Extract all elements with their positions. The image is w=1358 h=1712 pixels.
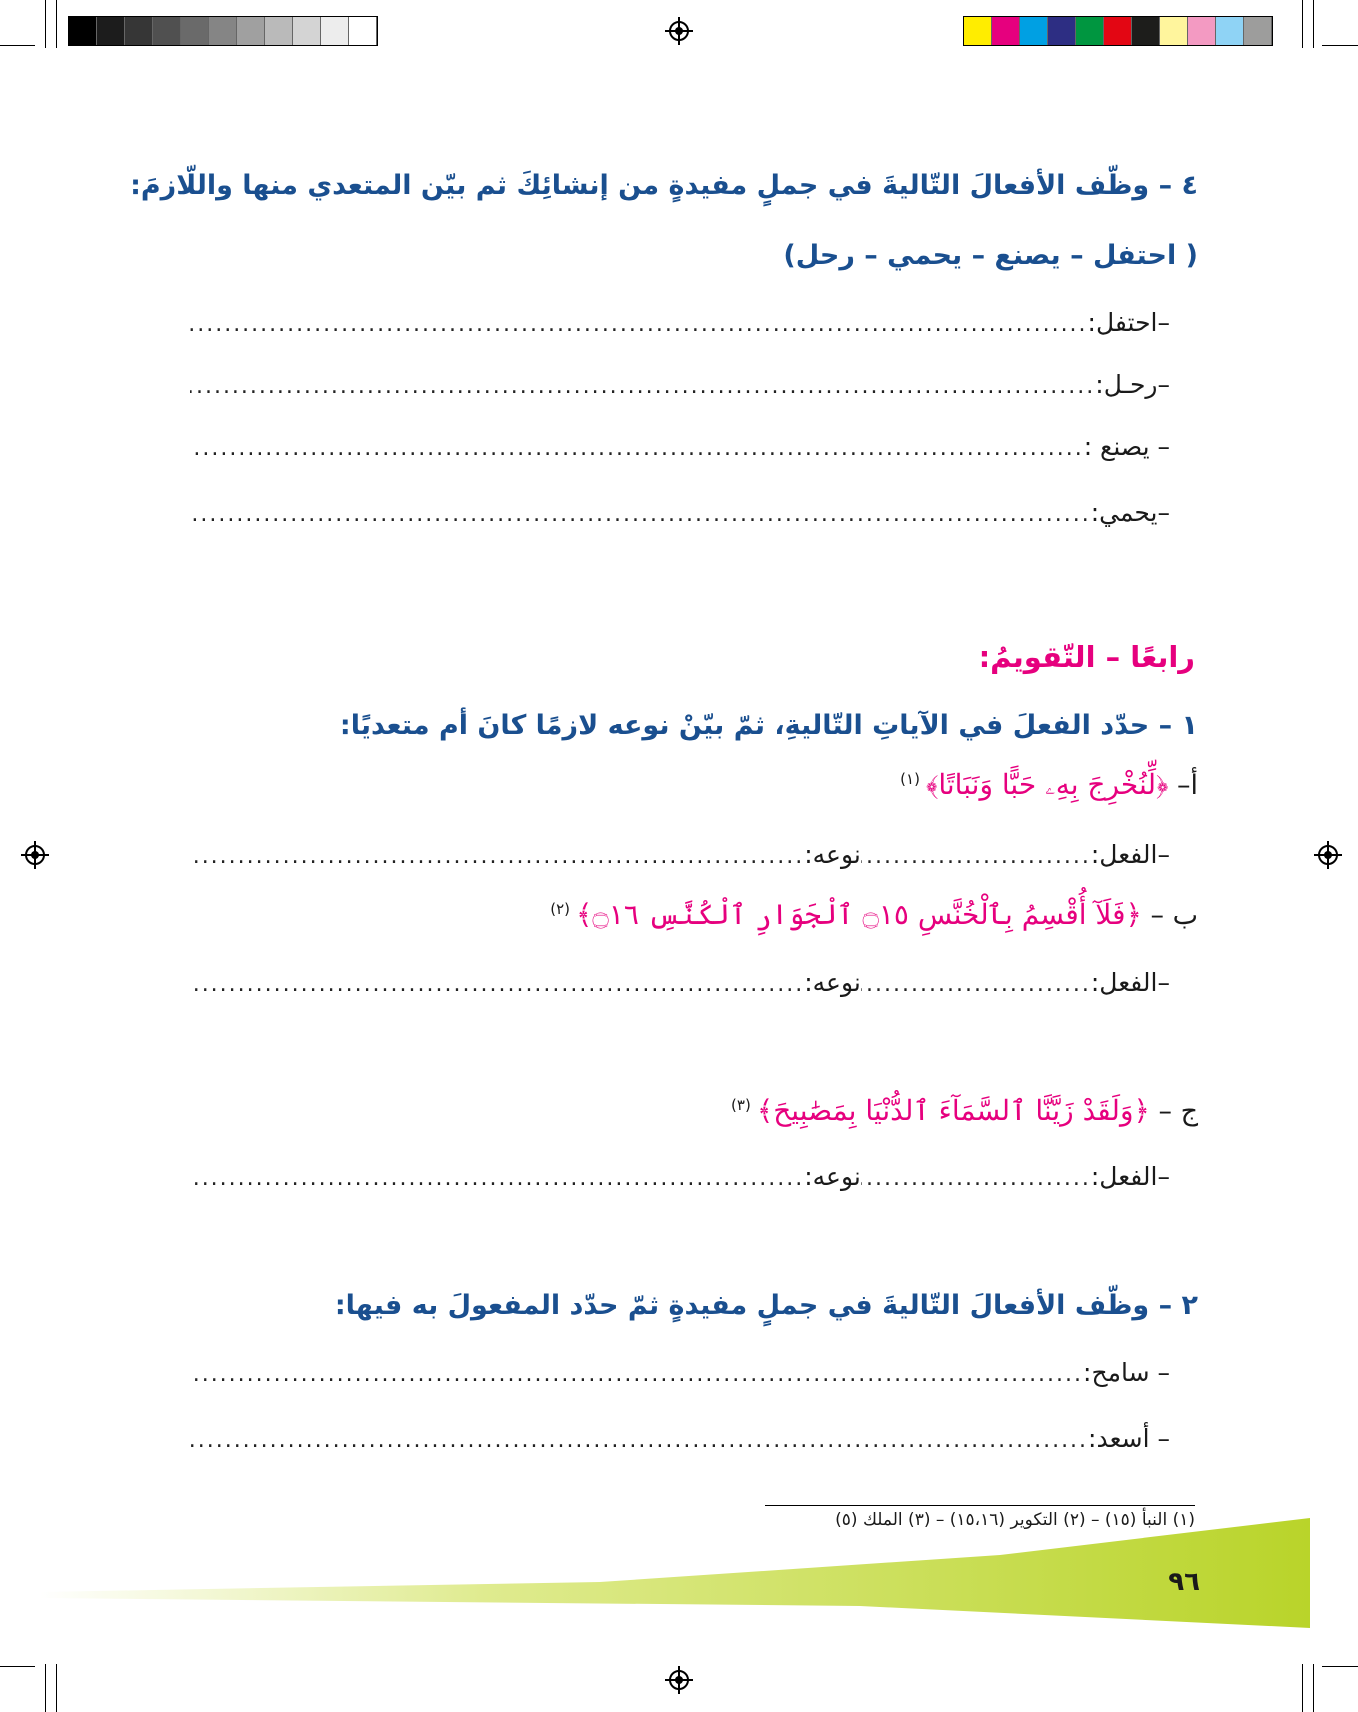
calibration-swatch [1244,17,1272,45]
registration-mark-right [1318,845,1338,865]
question-4-verbs: ( احتفل – يصنع – يحمي – رحل) [783,240,1198,271]
section-title: رابعًا – التّقويمُ: [978,640,1195,674]
item-letter: ج – [1149,1096,1198,1127]
grayscale-calibration-bar [68,16,378,46]
calibration-swatch [321,17,349,45]
answer-line[interactable] [190,432,1170,461]
calibration-swatch [125,17,153,45]
footnote: (١) النبأ (١٥) – (٢) التكوير (١٥،١٦) – (٣) الملك (٥) [835,1510,1195,1530]
answer-label: –احتفل: [1087,308,1170,337]
dotted-fill-line [190,436,1084,461]
calibration-swatch [349,17,377,45]
dotted-fill-line [190,844,804,869]
dotted-fill-line [861,1166,1091,1191]
calibration-swatch [97,17,125,45]
question-1-title: ١ – حدّد الفعلَ في الآياتِ التّاليةِ، ثمّ بيّنْ نوعه لازمًا كانَ أم متعديًا: [339,710,1198,741]
calibration-swatch [1160,17,1188,45]
registration-mark-bottom [669,1670,689,1690]
dotted-fill-line [190,502,1091,527]
quran-verse: ﴿لِّنُخْرِجَ بِهِۦ حَبًّا وَنَبَاتًا﴾ [925,768,1169,801]
dotted-fill-line [861,844,1091,869]
verse-item-a [900,768,1198,802]
calibration-swatch [1020,17,1048,45]
calibration-swatch [69,17,97,45]
calibration-swatch [1188,17,1216,45]
type-label: نوعه: [804,840,861,869]
verb-label: –الفعل: [1090,968,1170,997]
dotted-fill-line [190,312,1088,337]
calibration-swatch [265,17,293,45]
page-number: ٩٦ [1168,1567,1200,1597]
calibration-swatch [992,17,1020,45]
type-label: نوعه: [804,1162,861,1191]
footnote-ref: (٣) [731,1096,751,1114]
calibration-swatch [237,17,265,45]
calibration-swatch [1048,17,1076,45]
calibration-swatch [1104,17,1132,45]
answer-line[interactable] [190,840,1170,869]
dotted-fill-line [861,972,1091,997]
calibration-swatch [1076,17,1104,45]
registration-mark-left [25,845,45,865]
footnote-ref: (١) [900,770,920,788]
verb-label: –الفعل: [1090,1162,1170,1191]
calibration-swatch [209,17,237,45]
answer-label: –رحـل: [1095,370,1170,399]
dotted-fill-line [190,972,804,997]
verse-item-c [731,1094,1198,1127]
dotted-fill-line [190,374,1095,399]
answer-label: –يحمي: [1090,498,1170,527]
answer-label: – يصنع : [1083,432,1170,461]
verse-item-b [550,898,1198,931]
question-2-title: ٢ – وظّف الأفعالَ التّاليةَ في جملٍ مفيدةٍ ثمّ حدّد المفعولَ به فيها: [334,1290,1198,1321]
type-label: نوعه: [804,968,861,997]
calibration-swatch [1216,17,1244,45]
dotted-fill-line [190,1362,1083,1387]
quran-verse: ﴿فَلَآ أُقْسِمُ بِٱلْخُنَّسِ ۝١٥ ٱلْجَوَارِ ٱلْكُنَّسِ ۝١٦﴾ [576,898,1142,931]
calibration-swatch [181,17,209,45]
answer-line[interactable] [190,968,1170,997]
calibration-swatch [1132,17,1160,45]
calibration-swatch [153,17,181,45]
color-calibration-bar [963,16,1273,46]
quran-verse: ﴿وَلَقَدْ زَيَّنَّا ٱلسَّمَآءَ ٱلدُّنْيَا بِمَصَٰبِيحَ﴾ [756,1094,1150,1127]
answer-line[interactable] [190,308,1170,337]
answer-line[interactable] [190,1424,1170,1453]
question-4-title: ٤ – وظّف الأفعالَ التّاليةَ في جملٍ مفيدةٍ من إنشائِكَ ثم بيّن المتعدي منها واللّازمَ: [130,170,1198,201]
dotted-fill-line [190,1166,804,1191]
answer-label: – أسعد: [1088,1424,1170,1453]
calibration-swatch [964,17,992,45]
calibration-swatch [293,17,321,45]
verb-label: –الفعل: [1090,840,1170,869]
answer-line[interactable] [190,498,1170,527]
item-letter: ب – [1141,900,1198,931]
answer-line[interactable] [190,1162,1170,1191]
dotted-fill-line [190,1428,1088,1453]
answer-line[interactable] [190,370,1170,399]
footnote-ref: (٢) [550,900,571,918]
answer-label: – سامح: [1083,1358,1170,1387]
item-letter: أ– [1168,770,1198,801]
registration-mark-top [669,21,689,41]
green-footer-band [0,1500,1358,1640]
answer-line[interactable] [190,1358,1170,1387]
